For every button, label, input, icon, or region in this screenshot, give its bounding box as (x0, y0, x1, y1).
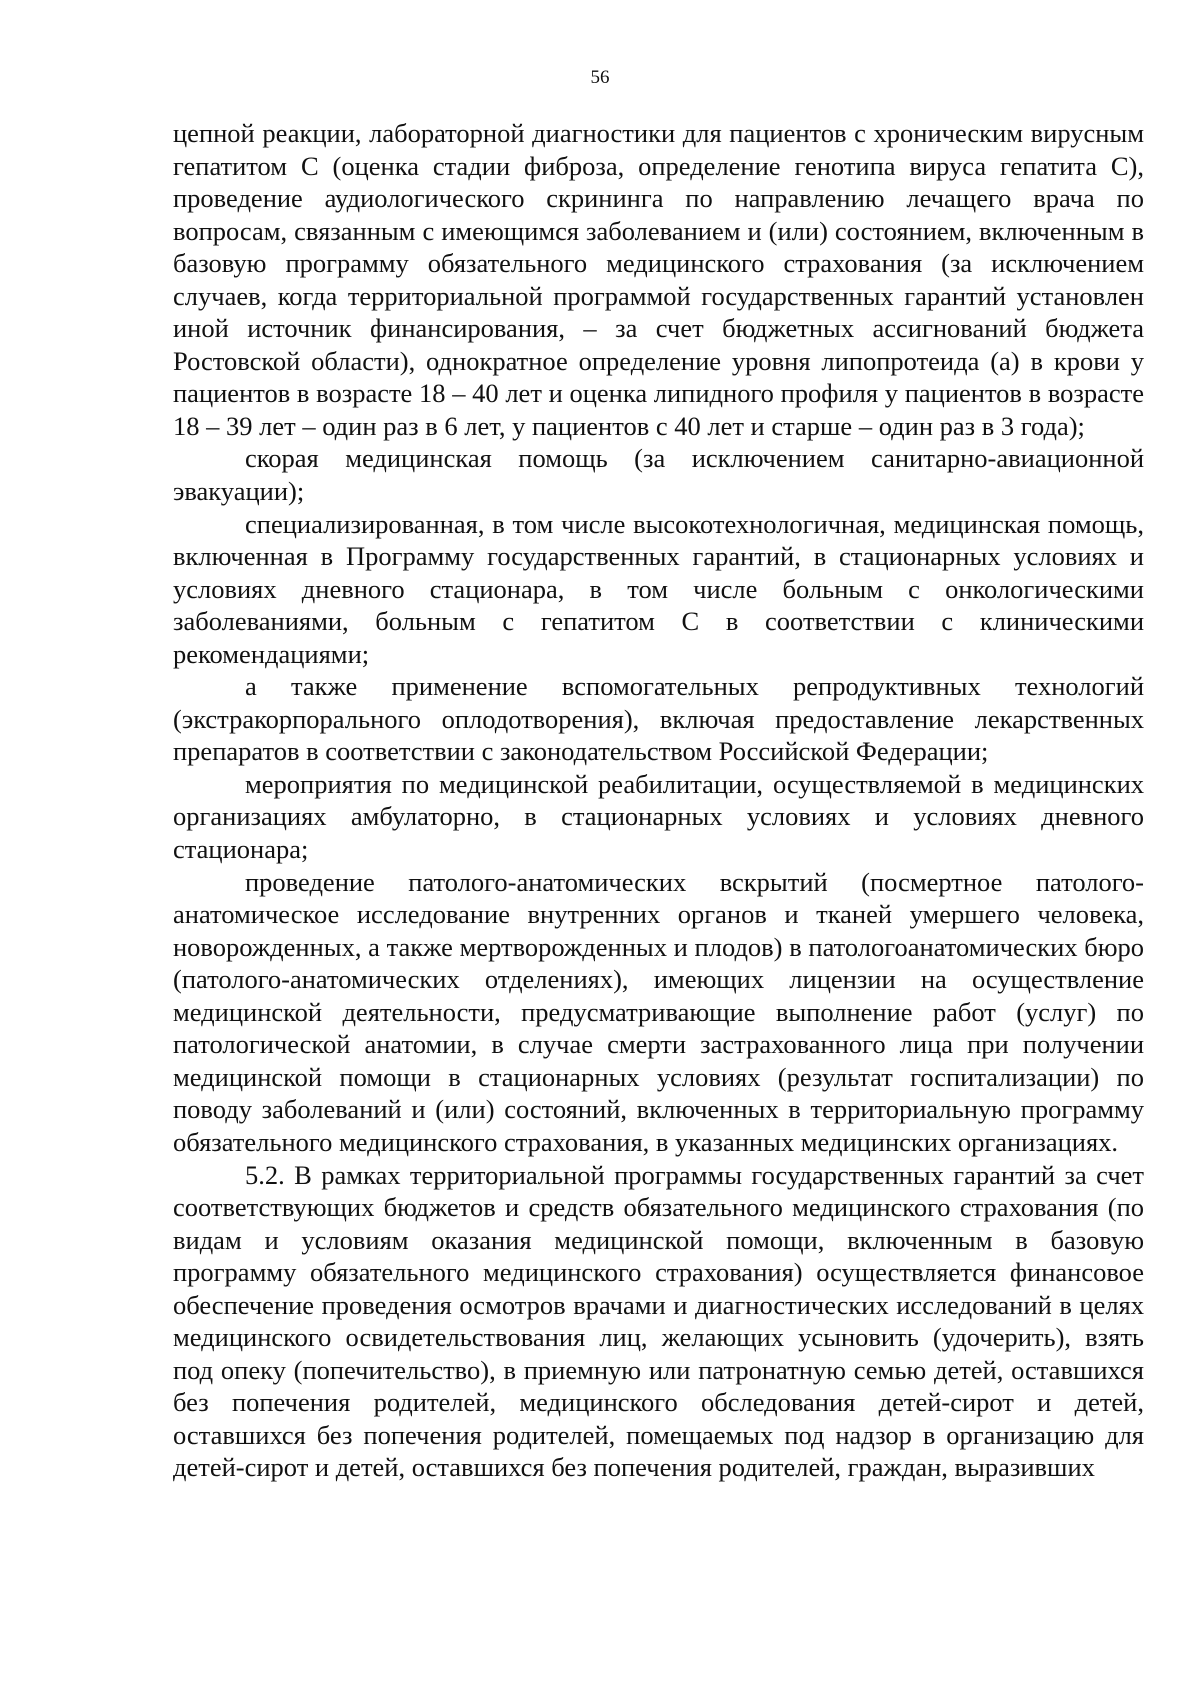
paragraph-continuation: цепной реакции, лабораторной диагностики для пациентов с хроническим вирусным гепатитом С (оценка стадии фиброза, определение генотипа вируса гепатита С), проведение аудиологического скрининга по направлению лечащего врача по вопросам, связанным с имеющимся заболеванием и (или) состоянием, включенным в базовую программу обязательного медицинского страхования (за исключением случаев, когда территориальной программой государственных гарантий установлен иной источник финансирования, – за счет бюджетных ассигнований бюджета Ростовской области), однократное определение уровня липопротеида (а) в крови у пациентов в возрасте 18 – 40 лет и оценка липидного профиля у пациентов в возрасте 18 – 39 лет – один раз в 6 лет, у пациентов с 40 лет и старше – один раз в 3 года); (173, 118, 1144, 441)
paragraph-reproductive-technologies: а также применение вспомогательных репродуктивных технологий (экстракорпорального оплодотворения), включая предоставление лекарственных препаратов в соответствии с законодательством Российской Федерации; (173, 671, 1144, 767)
paragraph-emergency-care: скорая медицинская помощь (за исключением санитарно-авиационной эвакуации); (173, 443, 1144, 507)
document-body (173, 117, 1144, 1484)
paragraph-specialized-care: специализированная, в том числе высокотехнологичная, медицинская помощь, включенная в Программу государственных гарантий, в стационарных условиях и условиях дневного стационара, в том числе больным с онкологическими заболеваниями, больным с гепатитом С в соответствии с клиническими рекомендациями; (173, 508, 1144, 669)
page-number: 56 (590, 67, 610, 88)
paragraph-section-5-2: 5.2. В рамках территориальной программы государственных гарантий за счет соответствующих бюджетов и средств обязательного медицинского страхования (по видам и условиям оказания медицинской помощи, включенным в базовую программу обязательного медицинского страхования) осуществляется финансовое обеспечение проведения осмотров врачами и диагностических исследований в целях медицинского освидетельствования лиц, желающих усыновить (удочерить), взять под опеку (попечительство), в приемную или патронатную семью детей, оставшихся без попечения родителей, медицинского обследования детей-сирот и детей, оставшихся без попечения родителей, помещаемых под надзор в организацию для детей-сирот и детей, оставшихся без попечения родителей, граждан, выразивших (173, 1159, 1144, 1483)
paragraph-autopsies: проведение патолого-анатомических вскрытий (посмертное патолого-анатомическое исследование внутренних органов и тканей умершего человека, новорожденных, а также мертворожденных и плодов) в патологоанатомических бюро (патолого-анатомических отделениях), имеющих лицензии на осуществление медицинской деятельности, предусматривающие выполнение работ (услуг) по патологической анатомии, в случае смерти застрахованного лица при получении медицинской помощи в стационарных условиях (результат госпитализации) по поводу заболеваний и (или) состояний, включенных в территориальную программу обязательного медицинского страхования, в указанных медицинских организациях. (173, 866, 1144, 1157)
paragraph-rehabilitation: мероприятия по медицинской реабилитации, осуществляемой в медицинских организациях амбулаторно, в стационарных условиях и условиях дневного стационара; (173, 768, 1144, 865)
